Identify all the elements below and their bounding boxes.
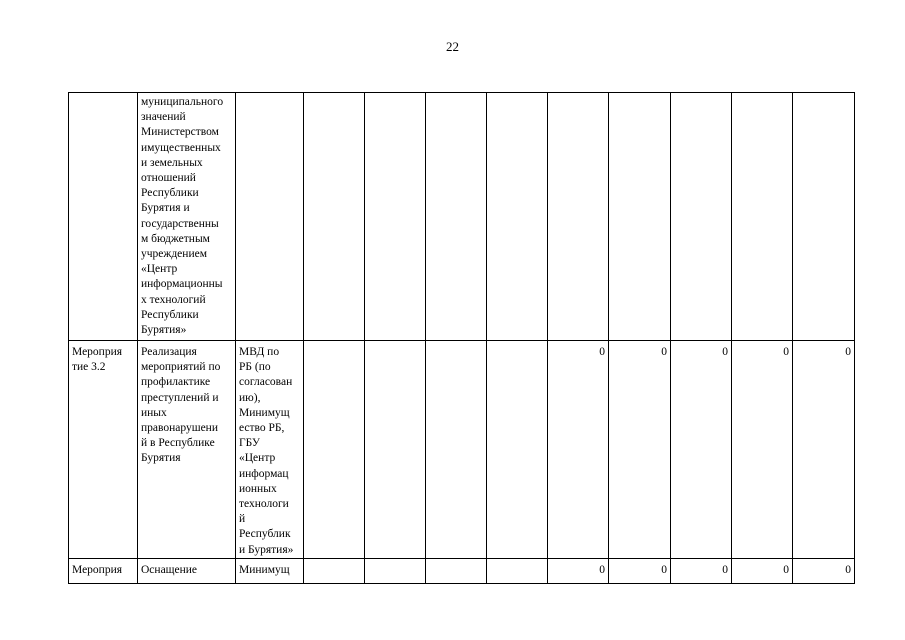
value-cell [426, 558, 487, 583]
value-cell [609, 93, 671, 341]
value-cell: 0 [732, 558, 793, 583]
table-row [69, 558, 855, 583]
value-cell [304, 93, 365, 341]
value-cell [732, 93, 793, 341]
value-cell: 0 [793, 558, 855, 583]
value-cell [304, 341, 365, 559]
executor-cell: МВД по РБ (по согласован ию), Минимущ ество РБ, ГБУ «Центр информац ионных технологи й Республик и Бурятия» [236, 341, 304, 559]
value-cell [671, 93, 732, 341]
value-cell [487, 93, 548, 341]
value-cell: 0 [671, 341, 732, 559]
value-cell [548, 93, 609, 341]
value-cell: 0 [732, 341, 793, 559]
value-cell: 0 [671, 558, 732, 583]
value-cell [487, 341, 548, 559]
event-id-cell: Мероприя [69, 558, 138, 583]
program-table [68, 92, 855, 584]
event-name-cell: Оснащение [138, 558, 236, 583]
value-cell: 0 [793, 341, 855, 559]
value-cell [365, 341, 426, 559]
table-row [69, 93, 855, 341]
value-cell [487, 558, 548, 583]
value-cell [365, 558, 426, 583]
executor-cell: Минимущ [236, 558, 304, 583]
value-cell: 0 [548, 341, 609, 559]
executor-cell [236, 93, 304, 341]
event-name-cell: Реализация мероприятий по профилактике преступлений и иных правонарушени й в Республике Бурятия [138, 341, 236, 559]
value-cell: 0 [609, 558, 671, 583]
page-number: 22 [446, 39, 459, 54]
value-cell [793, 93, 855, 341]
table-row [69, 341, 855, 559]
value-cell [426, 341, 487, 559]
value-cell [426, 93, 487, 341]
value-cell: 0 [609, 341, 671, 559]
value-cell: 0 [548, 558, 609, 583]
value-cell [304, 558, 365, 583]
event-id-cell [69, 93, 138, 341]
event-id-cell: Мероприя тие 3.2 [69, 341, 138, 559]
event-name-cell: муниципального значений Министерством имущественных и земельных отношений Республики Бурятия и государственны м бюджетным учреждением «Центр информационны х технологий Республики Бурятия» [138, 93, 236, 341]
value-cell [365, 93, 426, 341]
